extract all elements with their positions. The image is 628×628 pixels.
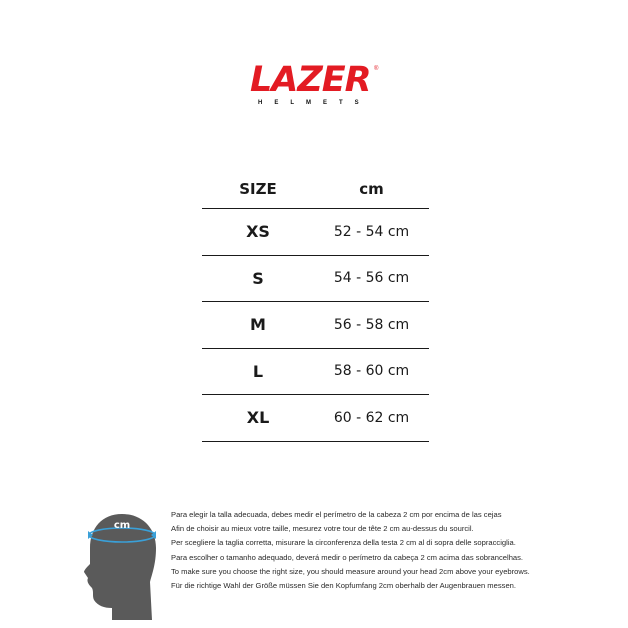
sizing-instructions: [171, 508, 621, 593]
size-label: L: [252, 361, 264, 381]
instruction-fr: Afin de choisir au mieux votre taille, mesurez votre tour de tête 2 cm au-dessus du sourcil.: [171, 524, 474, 534]
size-range: 54 - 56 cm: [333, 270, 410, 287]
registered-mark: ®: [374, 66, 379, 72]
header-size: SIZE: [239, 180, 277, 198]
instruction-de: Für die richtige Wahl der Größe müssen Sie den Kopfumfang 2cm oberhalb der Augenbrauen messen.: [171, 581, 516, 591]
cm-label: cm: [113, 520, 131, 531]
size-range: 58 - 60 cm: [333, 363, 410, 380]
size-range: 56 - 58 cm: [333, 316, 410, 333]
size-table: [202, 170, 429, 442]
size-label: M: [250, 315, 266, 335]
size-table-header: [202, 170, 429, 209]
size-range: 60 - 62 cm: [333, 409, 410, 426]
table-row: [202, 209, 429, 256]
lazer-logo: [240, 60, 390, 110]
size-range: 52 - 54 cm: [333, 223, 410, 240]
table-row: [202, 349, 429, 396]
size-label: S: [252, 268, 264, 288]
header-cm: cm: [359, 180, 384, 198]
table-row: [202, 256, 429, 303]
head-measurement-icon: [82, 508, 162, 620]
size-label: XS: [246, 222, 270, 242]
instruction-it: Per scegliere la taglia corretta, misurare la circonferenza della testa 2 cm al di sopra delle sopracciglia.: [171, 538, 516, 548]
size-label: XL: [246, 408, 270, 428]
instruction-es: Para elegir la talla adecuada, debes medir el perímetro de la cabeza 2 cm por encima de las cejas: [171, 510, 502, 519]
instruction-en: To make sure you choose the right size, you should measure around your head 2cm above your eyebrows.: [171, 566, 530, 576]
logo-tagline: HELMETS: [258, 100, 371, 106]
table-row: [202, 395, 429, 442]
logo-wordmark: LAZER: [250, 60, 371, 100]
instruction-pt: Para escolher o tamanho adequado, deverá medir o perímetro da cabeça 2 cm acima das sobrancelhas.: [171, 552, 524, 562]
table-row: [202, 302, 429, 349]
